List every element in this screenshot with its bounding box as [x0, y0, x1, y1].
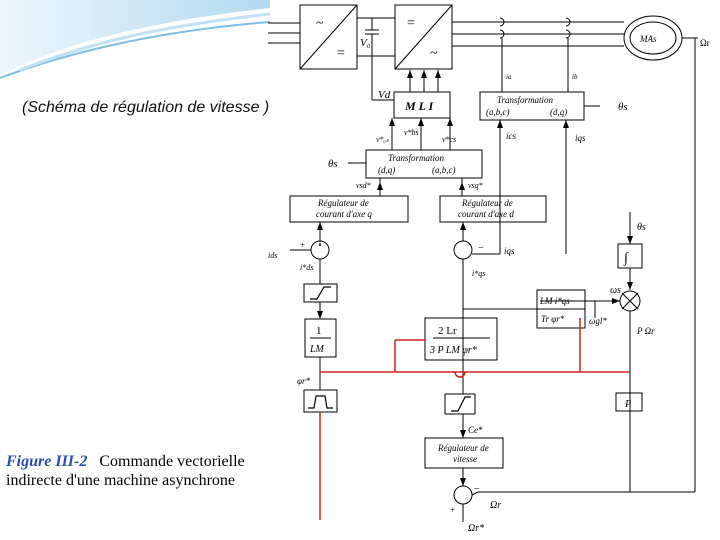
dq-abc-title: Transformation	[388, 153, 445, 163]
integrator-block	[618, 244, 642, 268]
flux-reference-block	[304, 390, 337, 412]
v-as-ref: v*ₐₛ	[376, 135, 389, 144]
theta-s-top-label: θs	[618, 101, 628, 113]
reg-d-line1: Régulateur de	[462, 198, 513, 208]
vd-label: Vd	[378, 89, 391, 101]
p-omega-label: P Ωr	[637, 326, 655, 336]
inv-lm-denominator: LM	[310, 344, 324, 355]
rectifier-dc-symbol: =	[337, 46, 345, 61]
ids-ref-label: i*ds	[300, 263, 314, 272]
vsq-label: vsq*	[468, 181, 483, 190]
slip-gain-denominator: Tr φr*	[541, 314, 565, 324]
iqs-node-minus: −	[478, 243, 484, 254]
omega-r-feedback-label: Ωr	[490, 500, 502, 511]
speed-node-plus: +	[450, 505, 456, 515]
machine-label: MAs	[640, 34, 657, 44]
figure-number: Figure III-2	[6, 453, 88, 470]
theta-s-mid-label: θs	[328, 158, 338, 170]
inverter-dc-symbol: =	[407, 16, 415, 31]
dq-abc-to: (a,b,c)	[432, 165, 456, 175]
ia-label: ia	[506, 73, 512, 81]
ids-node-plus: +	[300, 240, 306, 250]
phi-ref-label: φr*	[297, 376, 310, 386]
vo-label: V₀	[360, 37, 371, 49]
ids-feedback-label: ids	[268, 251, 278, 260]
slip-gain-numerator: LM i*qs	[540, 296, 570, 306]
abc-dq-title: Transformation	[497, 95, 554, 105]
caption-line-1: Commande vectorielle	[99, 453, 245, 470]
omega-r-edge-label: Ωr	[700, 38, 710, 48]
iqs-ref-label: i*qs	[472, 269, 486, 278]
abc-dq-to: (d,q)	[550, 107, 568, 117]
speed-reg-line1: Régulateur de	[438, 443, 489, 453]
theta-s-integ-label: θs	[637, 222, 646, 233]
torque-gain-denominator: 3 P LM φr*	[430, 345, 477, 356]
reg-q-line2: courant d'axe q	[316, 209, 372, 219]
speed-summing-node	[454, 486, 472, 504]
omega-gl-label: ωgl*	[589, 316, 607, 326]
inverter-ac-symbol: ~	[430, 46, 438, 61]
ce-ref-label: Ce*	[468, 425, 483, 435]
ib-label: ib	[572, 73, 578, 81]
speed-reg-line2: vitesse	[453, 454, 477, 464]
slide-subtitle: (Schéma de régulation de vitesse )	[22, 99, 270, 116]
abc-dq-from: (a,b,c)	[486, 107, 510, 117]
inv-lm-numerator: 1	[316, 325, 322, 337]
v-bs-ref: v*bs	[404, 128, 419, 137]
omega-r-ref-label: Ωr*	[468, 523, 485, 534]
integrator-symbol: ∫	[624, 251, 628, 266]
v-cs-ref: v*cs	[442, 135, 457, 144]
reg-q-line1: Régulateur de	[318, 198, 369, 208]
dq-abc-from: (d,q)	[378, 165, 396, 175]
caption-line-2: indirecte d'une machine asynchrone	[6, 472, 236, 489]
rectifier-ac-symbol: ~	[316, 16, 324, 31]
vsd-label: vsd*	[356, 181, 371, 190]
omega-s-label: ωs	[610, 285, 621, 296]
torque-gain-numerator: 2 Lr	[438, 325, 457, 337]
p-block-label: P	[625, 399, 632, 410]
reg-d-line2: courant d'axe d	[458, 209, 514, 219]
iqs-feedback-label: iqs	[504, 246, 515, 256]
speed-node-minus: −	[474, 484, 480, 495]
iqs-summing-node	[454, 241, 472, 259]
iqs-top-label: iqs	[575, 133, 586, 143]
pwm-label: M L I	[405, 99, 434, 113]
ics-label: ics	[506, 131, 516, 141]
